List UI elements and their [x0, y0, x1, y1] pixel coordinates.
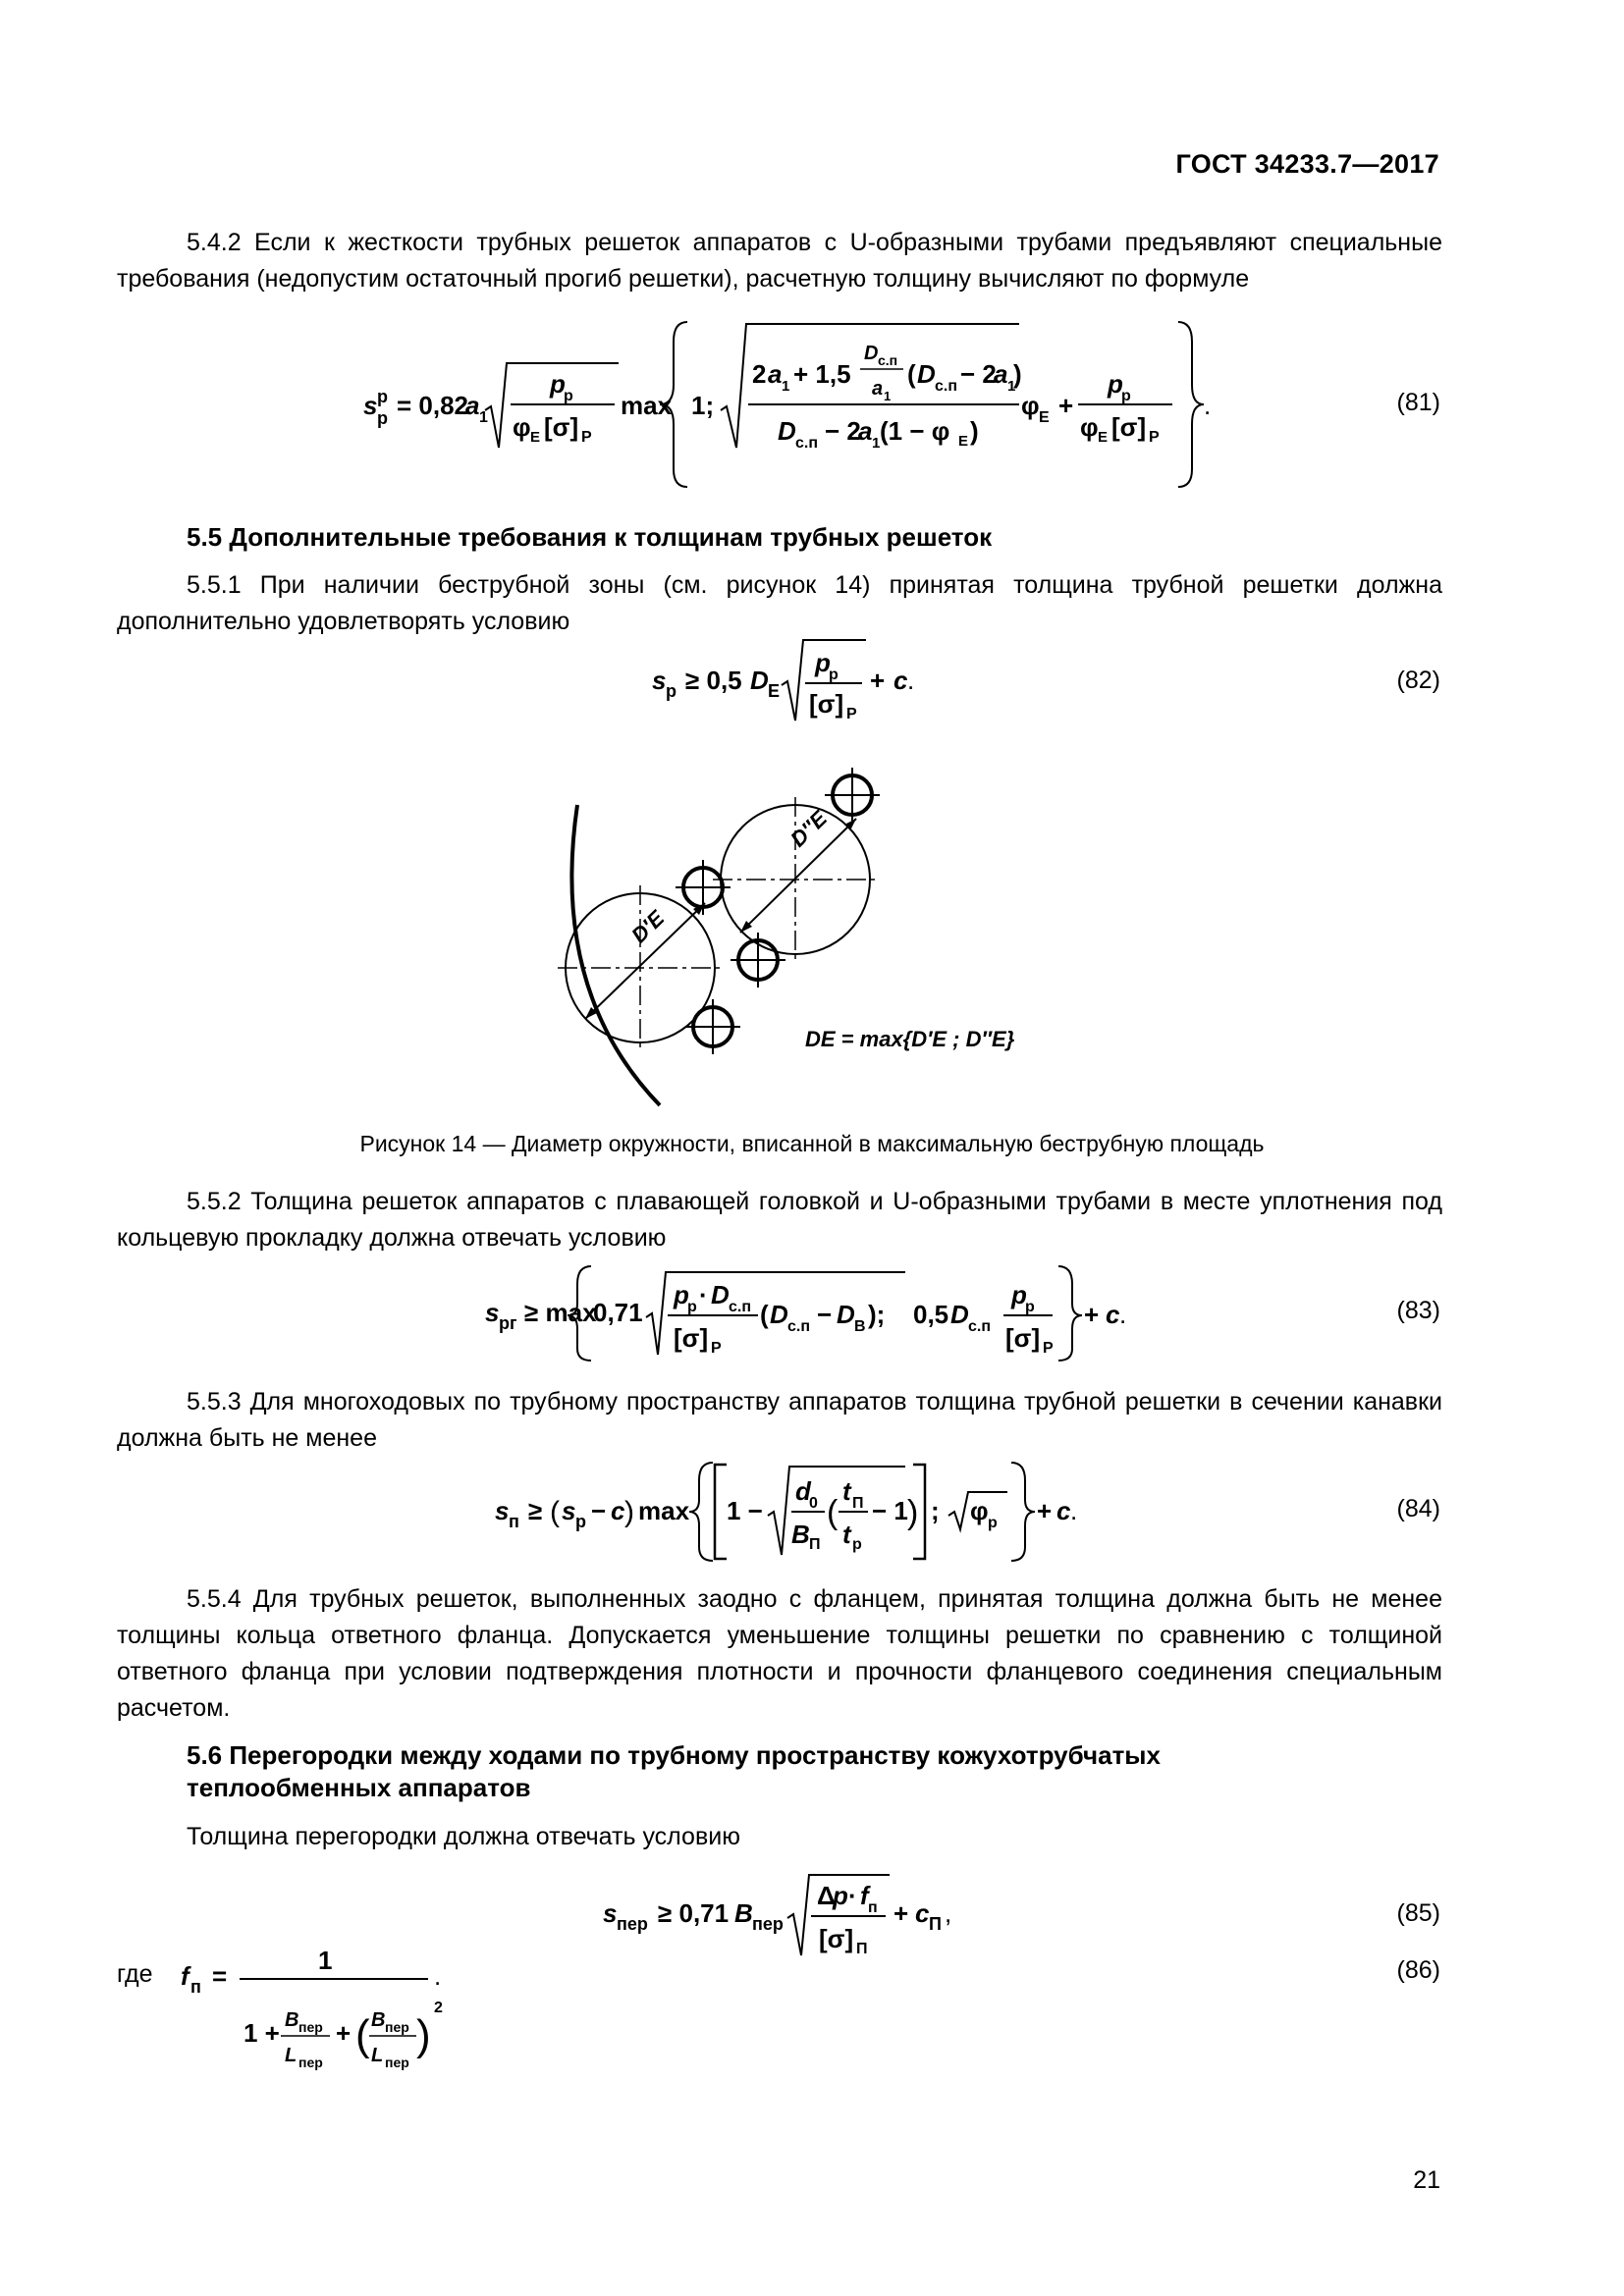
svg-text:s: s [485, 1298, 500, 1327]
svg-text:Р: Р [1043, 1340, 1054, 1357]
svg-text:р: р [564, 388, 573, 404]
section-heading-5-6-line2: теплообменных аппаратов [187, 1773, 531, 1802]
svg-text:L: L [285, 2045, 298, 2066]
svg-text:D: D [864, 343, 879, 364]
svg-text:c: c [893, 666, 908, 695]
paragraph-text: 5.5.1 При наличии беструбной зоны (см. рисунок 14) принятая толщина трубной решетки должна дополнительно удовлетворять условию [117, 571, 1442, 635]
svg-text:р: р [988, 1515, 998, 1531]
svg-text:.: . [1204, 391, 1212, 420]
svg-text:t: t [842, 1520, 851, 1549]
svg-text:a: a [994, 359, 1008, 389]
section-heading-5-6-line1: 5.6 Перегородки между ходами по трубному пространству кожухотрубчатых [187, 1740, 1161, 1770]
svg-text:− 1: − 1 [872, 1496, 908, 1525]
svg-text:Δ: Δ [817, 1881, 836, 1910]
svg-text:Р: Р [711, 1340, 722, 1357]
svg-text:0,71: 0,71 [593, 1298, 643, 1327]
svg-text:р: р [575, 1512, 586, 1531]
document-id: ГОСТ 34233.7—2017 [1175, 149, 1439, 179]
svg-text:a: a [858, 416, 873, 446]
paragraph-text: 5.5.4 Для трубных решеток, выполненных заодно с фланцем, принятая толщина должна быть не менее толщины кольца ответного фланца. Допускается уменьшение толщины решетки по сравнению с толщиной ответного фланца при условии подтверждения плотности и прочности фланцевого соединения специальным расчетом. [117, 1585, 1442, 1722]
svg-text:П: П [929, 1914, 942, 1934]
svg-text:1: 1 [479, 409, 488, 426]
svg-text:p: p [1011, 1280, 1027, 1309]
svg-text:φ: φ [970, 1496, 989, 1525]
svg-text:t: t [842, 1476, 851, 1506]
svg-text:s: s [495, 1496, 510, 1525]
svg-text:D: D [837, 1300, 855, 1329]
svg-text:.: . [1119, 1300, 1127, 1329]
svg-text:0: 0 [809, 1495, 818, 1512]
svg-text:пер: пер [298, 2019, 323, 2035]
svg-text:− 2: − 2 [960, 359, 997, 389]
svg-text:П: П [856, 1941, 868, 1957]
svg-text:+: + [1037, 1496, 1053, 1525]
equation-number-82: (82) [1396, 667, 1440, 694]
svg-text:Р: Р [846, 706, 857, 722]
svg-text:[σ]: [σ] [1111, 412, 1147, 442]
svg-text:s: s [652, 666, 667, 695]
svg-text:L: L [371, 2045, 384, 2066]
svg-text:≥ max: ≥ max [524, 1298, 597, 1327]
svg-text:E: E [1039, 409, 1050, 426]
svg-text:B: B [371, 2009, 386, 2031]
svg-text:·: · [699, 1280, 708, 1309]
svg-text:(: ( [760, 1300, 769, 1329]
svg-text:р: р [852, 1536, 862, 1553]
svg-text:р: р [377, 387, 388, 406]
equation-85 [599, 1865, 972, 1963]
svg-text:φ: φ [1021, 391, 1040, 420]
svg-text:.: . [1070, 1496, 1078, 1525]
equation-number-83: (83) [1396, 1297, 1440, 1324]
svg-text:пер: пер [385, 2019, 409, 2035]
figure-14 [530, 756, 1041, 1119]
equation-86-prefix: где [117, 1960, 153, 1988]
svg-text:s: s [562, 1496, 576, 1525]
svg-text:p: p [1108, 369, 1123, 399]
svg-text:·: · [848, 1881, 857, 1910]
svg-text:E: E [1098, 429, 1109, 446]
svg-text:п: п [868, 1899, 878, 1916]
svg-text:р: р [1025, 1299, 1035, 1315]
svg-text:В: В [854, 1318, 866, 1335]
svg-text:Р: Р [1149, 429, 1160, 446]
svg-text:2: 2 [434, 2000, 443, 2016]
svg-text:p: p [815, 648, 831, 677]
svg-text:,: , [945, 1898, 952, 1928]
paragraph-5-5-3 [117, 1384, 1442, 1457]
svg-text:пер: пер [752, 1914, 784, 1934]
svg-text:D: D [917, 359, 936, 389]
svg-text:1;: 1; [691, 391, 715, 420]
svg-text:1: 1 [884, 389, 892, 403]
svg-text:D: D [750, 666, 769, 695]
svg-text:+ 1,5: + 1,5 [793, 359, 851, 389]
tube-hole-2 [731, 933, 785, 988]
svg-text:+: + [893, 1898, 909, 1928]
svg-text:): ) [970, 416, 979, 446]
svg-text:2: 2 [752, 359, 767, 389]
svg-text:[σ]: [σ] [544, 412, 579, 442]
label-d-double-prime: D″E [785, 806, 833, 852]
svg-text:(: ( [550, 1496, 560, 1528]
svg-text:p: p [833, 1881, 848, 1910]
svg-text:Р: Р [581, 429, 592, 446]
svg-text:φ: φ [1080, 412, 1099, 442]
svg-text:a: a [872, 378, 884, 400]
svg-text:П: П [809, 1536, 821, 1553]
svg-text:D: D [950, 1300, 969, 1329]
svg-text:=: = [212, 1961, 228, 1991]
svg-text:E: E [768, 681, 781, 701]
svg-text:1: 1 [318, 1946, 333, 1975]
svg-text:с.п: с.п [935, 378, 958, 395]
svg-text:(: ( [907, 359, 916, 389]
equation-81 [353, 312, 1218, 489]
svg-text:−: − [817, 1300, 833, 1329]
equation-86 [177, 1936, 471, 2083]
paragraph-5-6: Толщина перегородки должна отвечать условию [187, 1823, 740, 1850]
svg-text:П: П [852, 1495, 864, 1512]
svg-text:D: D [711, 1280, 730, 1309]
equation-84 [491, 1453, 1080, 1571]
svg-text:D: D [778, 416, 796, 446]
svg-text:): ) [1013, 359, 1022, 389]
svg-text:пер: пер [298, 2055, 323, 2070]
svg-text:D: D [770, 1300, 788, 1329]
svg-text:c: c [1106, 1300, 1120, 1329]
svg-text:р: р [377, 408, 388, 428]
svg-text:s: s [603, 1898, 618, 1928]
svg-text:= 0,82: = 0,82 [397, 391, 469, 420]
section-heading-5-5: 5.5 Дополнительные требования к толщинам трубных решеток [187, 522, 993, 552]
equation-number-85: (85) [1396, 1899, 1440, 1927]
svg-text:1: 1 [872, 435, 881, 452]
page-number: 21 [1413, 2166, 1440, 2194]
svg-text:+: + [1058, 391, 1074, 420]
svg-text:с.п: с.п [795, 435, 819, 452]
paragraph-5-5-4 [117, 1581, 1442, 1727]
svg-text:с.п: с.п [729, 1299, 752, 1315]
svg-text:0,5: 0,5 [913, 1300, 949, 1329]
svg-text:1 −: 1 − [727, 1496, 763, 1525]
equation-number-84: (84) [1396, 1495, 1440, 1522]
svg-text:): ) [907, 1494, 919, 1531]
equation-number-81: (81) [1396, 389, 1440, 416]
tube-hole-4 [685, 999, 740, 1054]
svg-text:+: + [1084, 1300, 1100, 1329]
svg-text:a: a [768, 359, 783, 389]
svg-text:max: max [638, 1496, 690, 1525]
svg-text:): ) [624, 1496, 634, 1528]
svg-text:c: c [915, 1898, 930, 1928]
svg-text:р: р [829, 667, 839, 683]
svg-text:E: E [530, 429, 541, 446]
paragraph-5-5-2 [117, 1184, 1442, 1256]
svg-text:f: f [860, 1881, 869, 1910]
svg-text:);: ); [868, 1300, 886, 1329]
svg-text:с.п: с.п [968, 1318, 992, 1335]
svg-text:пер: пер [385, 2055, 409, 2070]
svg-text:≥ 0,71: ≥ 0,71 [658, 1898, 730, 1928]
svg-text:пер: пер [617, 1914, 648, 1934]
svg-text:[σ]: [σ] [1005, 1323, 1041, 1353]
figure-formula: DE = max{D′E ; D″E} [805, 1027, 1015, 1051]
svg-text:p: p [674, 1280, 689, 1309]
svg-text:1: 1 [1007, 378, 1016, 395]
svg-text:a: a [465, 391, 480, 420]
svg-text:+: + [870, 666, 886, 695]
svg-text:[σ]: [σ] [809, 689, 844, 719]
svg-text:п: п [509, 1512, 519, 1531]
svg-text:p: p [550, 369, 566, 399]
svg-text:[σ]: [σ] [674, 1323, 709, 1353]
svg-text:р: р [666, 681, 677, 701]
equation-83 [481, 1258, 1129, 1366]
svg-text:): ) [416, 2011, 431, 2059]
svg-text:≥: ≥ [528, 1496, 543, 1525]
svg-text:≥ 0,5: ≥ 0,5 [685, 666, 742, 695]
paragraph-text: 5.5.2 Толщина решеток аппаратов с плавающей головкой и U-образными трубами в месте уплотнения под кольцевую прокладку должна отвечать условию [117, 1188, 1442, 1252]
figure-caption: Рисунок 14 — Диаметр окружности, вписанной в максимальную беструбную площадь [359, 1131, 1265, 1156]
shell-arc [571, 805, 660, 1105]
label-d-prime: D′E [626, 905, 670, 948]
svg-text:+: + [336, 2018, 352, 2048]
svg-text:р: р [687, 1299, 697, 1315]
svg-text:f: f [181, 1961, 189, 1991]
svg-text:B: B [791, 1520, 810, 1549]
svg-text:E: E [958, 433, 969, 450]
svg-text:B: B [285, 2009, 299, 2031]
svg-text:с.п: с.п [787, 1318, 811, 1335]
svg-text:[σ]: [σ] [819, 1924, 854, 1953]
paragraph-text: 5.4.2 Если к жесткости трубных решеток аппаратов с U-образными трубами предъявляют специальные требования (недопустим остаточный прогиб решетки), расчетную толщину вычисляют по формуле [117, 229, 1442, 293]
svg-text:1: 1 [782, 378, 790, 395]
svg-text:d: d [795, 1476, 811, 1506]
svg-text:max: max [621, 391, 673, 420]
paragraph-text: 5.5.3 Для многоходовых по трубному пространству аппаратов толщина трубной решетки в сечении канавки должна быть не менее [117, 1388, 1442, 1452]
svg-text:s: s [363, 391, 378, 420]
svg-text:с.п: с.п [878, 352, 898, 368]
equation-82 [648, 628, 923, 726]
svg-text:рг: рг [499, 1313, 517, 1333]
svg-text:(: ( [355, 2011, 370, 2059]
svg-text:φ: φ [513, 412, 531, 442]
svg-text:;: ; [931, 1496, 940, 1525]
svg-text:−: − [591, 1496, 607, 1525]
svg-text:(: ( [827, 1494, 839, 1531]
svg-text:.: . [434, 1961, 442, 1991]
svg-text:c: c [1056, 1496, 1071, 1525]
svg-text:B: B [734, 1898, 753, 1928]
svg-text:1 +: 1 + [244, 2018, 280, 2048]
equation-number-86: (86) [1396, 1956, 1440, 1984]
svg-text:(1 − φ: (1 − φ [880, 416, 950, 446]
svg-text:п: п [190, 1977, 201, 1997]
svg-text:р: р [1121, 388, 1131, 404]
svg-text:.: . [907, 666, 915, 695]
svg-text:c: c [611, 1496, 625, 1525]
svg-text:− 2: − 2 [825, 416, 861, 446]
paragraph-5-4-2 [117, 225, 1442, 297]
